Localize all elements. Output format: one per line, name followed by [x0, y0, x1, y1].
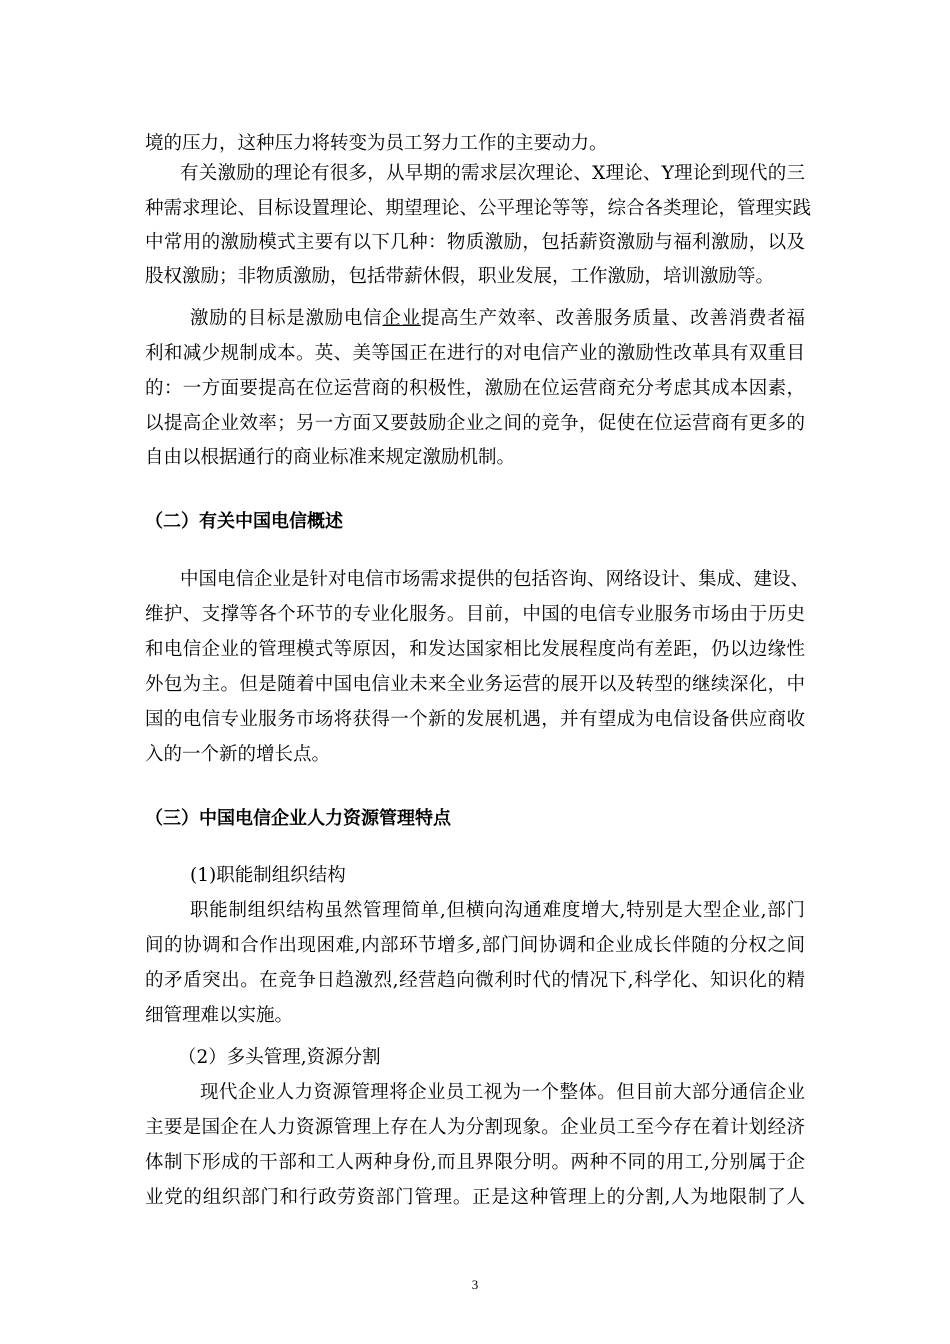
paragraph-line: 股权激励；非物质激励，包括带薪休假，职业发展，工作激励，培训激励等。	[145, 266, 775, 287]
paragraph-line: 间的协调和合作出现困难,内部环节增多,部门间协调和企业成长伴随的分权之间	[145, 935, 805, 956]
subsection-title: (1)职能制组织结构	[190, 865, 346, 886]
paragraph-line: 职能制组织结构虽然管理简单,但横向沟通难度增大,特别是大型企业,部门	[190, 900, 805, 921]
paragraph-line	[190, 304, 805, 334]
paragraph-line: 的矛盾突出。在竞争日趋激烈,经营趋向微利时代的情况下,科学化、知识化的精	[145, 970, 805, 991]
section-heading: （三）中国电信企业人力资源管理特点	[145, 808, 451, 829]
paragraph-line: 利和减少规制成本。英、美等国正在进行的对电信产业的激励性改革具有双重目	[145, 343, 805, 364]
paragraph-line: 有关激励的理论有很多，从早期的需求层次理论、X理论、Y理论到现代的三	[180, 163, 805, 184]
paragraph-line: 入的一个新的增长点。	[145, 744, 331, 765]
paragraph-line: 中国电信企业是针对电信市场需求提供的包括咨询、网络设计、集成、建设、	[180, 569, 810, 590]
paragraph-line: 细管理难以实施。	[145, 1005, 294, 1026]
paragraph-line: 的：一方面要提高在位运营商的积极性，激励在位运营商充分考虑其成本因素，	[145, 378, 805, 399]
paragraph-line: 以提高企业效率；另一方面又要鼓励企业之间的竞争，促使在位运营商有更多的	[145, 413, 805, 434]
paragraph-line: 业党的组织部门和行政劳资部门管理。正是这种管理上的分割,人为地限制了人	[145, 1187, 805, 1208]
paragraph-line: 体制下形成的干部和工人两种身份,而且界限分明。两种不同的用工,分别属于企	[145, 1152, 805, 1173]
section-heading: （二）有关中国电信概述	[145, 511, 343, 532]
paragraph-line: 中常用的激励模式主要有以下几种：物质激励，包括薪资激励与福利激励，以及	[145, 232, 805, 253]
paragraph-line: 外包为主。但是随着中国电信业未来全业务运营的展开以及转型的继续深化，中	[145, 674, 805, 695]
paragraph-line: 国的电信专业服务市场将获得一个新的发展机遇，并有望成为电信设备供应商收	[145, 709, 805, 730]
enterprise-link[interactable]: 企业	[382, 308, 421, 329]
paragraph-line: 主要是国企在人力资源管理上存在人为分割现象。企业员工至今存在着计划经济	[145, 1117, 805, 1138]
paragraph-line: 和电信企业的管理模式等原因，和发达国家相比发展程度尚有差距，仍以边缘性	[145, 639, 805, 660]
paragraph-line: 维护、支撑等各个环节的专业化服务。目前，中国的电信专业服务市场由于历史	[145, 604, 805, 625]
paragraph-line: 种需求理论、目标设置理论、期望理论、公平理论等等，综合各类理论，管理实践	[145, 198, 812, 219]
paragraph-text: 提高生产效率、改善服务质量、改善消费者福	[420, 308, 805, 329]
page-number: 3	[471, 1277, 479, 1292]
paragraph-text: 激励的目标是激励电信	[190, 308, 383, 329]
paragraph-line: 现代企业人力资源管理将企业员工视为一个整体。但目前大部分通信企业	[200, 1082, 805, 1103]
paragraph-line: 自由以根据通行的商业标准来规定激励机制。	[145, 447, 516, 468]
subsection-title: （2）多头管理,资源分割	[178, 1047, 381, 1068]
paragraph-line: 境的压力，这种压力将转变为员工努力工作的主要动力。	[145, 133, 608, 154]
